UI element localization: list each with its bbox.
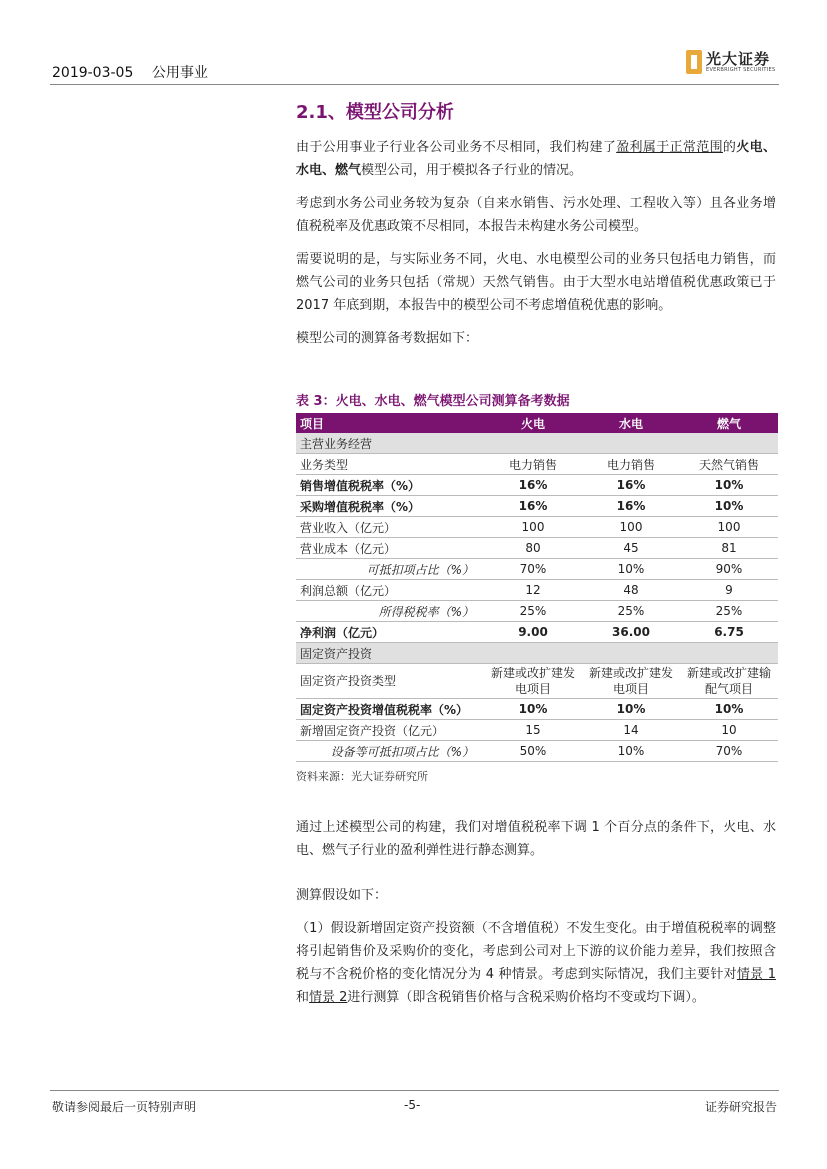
table-title: 表 3：火电、水电、燃气模型公司测算备考数据: [296, 394, 570, 409]
cell: 25%: [484, 601, 582, 622]
p7-text-c: 进行测算（即含税销售价格与含税采购价格均不变或均下调）。: [347, 990, 705, 1005]
row-label: 业务类型: [296, 454, 484, 475]
p1-text-c: 模型公司，用于模拟各子行业的情况。: [361, 163, 583, 178]
paragraph-3: 需要说明的是，与实际业务不同，火电、水电模型公司的业务只包括电力销售，而燃气公司的业务只包括（常规）天然气销售。由于大型水电站增值税优惠政策已于 2017 年底到期，本报告中的模型公司不考虑增值税优惠的影响。: [296, 252, 776, 313]
table-header-row: [296, 413, 778, 433]
table-source: 资料来源：光大证券研究所: [296, 770, 428, 783]
footer-report-type: 证券研究报告: [704, 1100, 777, 1114]
cell: 45: [582, 538, 680, 559]
table-row: [296, 720, 778, 741]
cell: 81: [680, 538, 778, 559]
p1-text-b: 的: [722, 140, 737, 155]
cell: 12: [484, 580, 582, 601]
footer-disclaimer: 敬请参阅最后一页特别声明: [52, 1100, 197, 1114]
cell: 10%: [484, 699, 582, 720]
cell: 16%: [484, 496, 582, 517]
cell: 电力销售: [484, 454, 582, 475]
table-row: [296, 538, 778, 559]
row-label: 可抵扣项占比（%）: [296, 559, 484, 580]
section-label: 固定资产投资: [296, 643, 778, 664]
table-row: [296, 580, 778, 601]
table-row: [296, 601, 778, 622]
sector-name: 公用事业: [151, 65, 208, 81]
row-label: 利润总额（亿元）: [296, 580, 484, 601]
paragraph-2: 考虑到水务公司业务较为复杂（自来水销售、污水处理、工程收入等）且各业务增值税税率及优惠政策不尽相同，本报告未构建水务公司模型。: [296, 196, 776, 234]
cell: 10: [680, 720, 778, 741]
p7-scenario-2: 情景 2: [309, 990, 348, 1005]
row-label: 营业成本（亿元）: [296, 538, 484, 559]
cell: 70%: [484, 559, 582, 580]
paragraph-6: 测算假设如下：: [296, 888, 388, 903]
logo-mark-icon: [686, 50, 702, 74]
table-row: [296, 664, 778, 699]
cell: 100: [582, 517, 680, 538]
p1-underline: 盈利属于正常范围: [616, 140, 723, 155]
paragraph-1: [296, 136, 776, 182]
cell: 50%: [484, 741, 582, 762]
cell: 25%: [582, 601, 680, 622]
row-label: 固定资产投资类型: [296, 664, 484, 699]
row-label: 所得税税率（%）: [296, 601, 484, 622]
cell: 10%: [680, 475, 778, 496]
row-label: 新增固定资产投资（亿元）: [296, 720, 484, 741]
cell: 36.00: [582, 622, 680, 643]
paragraph-5: 通过上述模型公司的构建，我们对增值税税率下调 1 个百分点的条件下，火电、水电、燃气子行业的盈利弹性进行静态测算。: [296, 820, 776, 858]
section-row-operations: [296, 433, 778, 454]
table-row: [296, 454, 778, 475]
cell: 25%: [680, 601, 778, 622]
logo-name: 光大证券: [706, 50, 771, 68]
report-date: 2019-03-05: [52, 65, 134, 81]
header-info: [52, 62, 222, 82]
p1-bold: 火电、水电、燃气: [296, 140, 776, 178]
p7-scenario-1: 情景 1: [736, 967, 776, 982]
cell: 电力销售: [582, 454, 680, 475]
row-label: 设备等可抵扣项占比（%）: [296, 741, 484, 762]
cell: 新建或改扩建发电项目: [484, 664, 582, 699]
cell: 9: [680, 580, 778, 601]
cell: 16%: [484, 475, 582, 496]
row-label: 采购增值税税率（%）: [296, 496, 484, 517]
cell: 10%: [680, 699, 778, 720]
cell: 10%: [680, 496, 778, 517]
section-title: 2.1、模型公司分析: [296, 102, 454, 123]
cell: 16%: [582, 475, 680, 496]
header-hydro: 水电: [582, 413, 680, 433]
cell: 10%: [582, 741, 680, 762]
table-row: [296, 475, 778, 496]
p7-text-b: 和: [296, 990, 310, 1005]
p1-text-a: 由于公用事业子行业各公司业务不尽相同，我们构建了: [296, 140, 617, 155]
cell: 10%: [582, 559, 680, 580]
table-row: [296, 517, 778, 538]
cell: 新建或改扩建发电项目: [582, 664, 680, 699]
section-label: 主营业务经营: [296, 433, 778, 454]
table-row: [296, 741, 778, 762]
table-row: [296, 496, 778, 517]
cell: 新建或改扩建输配气项目: [680, 664, 778, 699]
cell: 14: [582, 720, 680, 741]
header-item: 项目: [296, 413, 484, 433]
data-table: [296, 413, 778, 762]
cell: 100: [484, 517, 582, 538]
cell: 10%: [582, 699, 680, 720]
header-gas: 燃气: [680, 413, 778, 433]
cell: 100: [680, 517, 778, 538]
cell: 90%: [680, 559, 778, 580]
header-thermal: 火电: [484, 413, 582, 433]
row-label: 净利润（亿元）: [296, 622, 484, 643]
table-row: [296, 559, 778, 580]
cell: 70%: [680, 741, 778, 762]
p7-text-a: （1）假设新增固定资产投资额（不含增值税）不发生变化。由于增值税税率的调整将引起销售价及采购价的变化，考虑到公司对上下游的议价能力差异，我们按照含税与不含税价格的变化情况分为 4 种情景。考虑到实际情况，我们主要针对: [296, 921, 776, 982]
row-label: 营业收入（亿元）: [296, 517, 484, 538]
section-row-investment: [296, 643, 778, 664]
cell: 6.75: [680, 622, 778, 643]
logo-subtitle: EVERBRIGHT SECURITIES: [706, 67, 776, 73]
table-row: [296, 699, 778, 720]
header-divider: [50, 84, 779, 85]
cell: 15: [484, 720, 582, 741]
cell: 48: [582, 580, 680, 601]
page-number: -5-: [404, 1098, 421, 1112]
row-label: 固定资产投资增值税税率（%）: [296, 699, 484, 720]
footer-divider: [50, 1090, 779, 1091]
cell: 16%: [582, 496, 680, 517]
cell: 80: [484, 538, 582, 559]
main-content: [296, 98, 776, 1019]
cell: 天然气销售: [680, 454, 778, 475]
paragraph-7: [296, 917, 776, 1009]
row-label: 销售增值税税率（%）: [296, 475, 484, 496]
paragraph-4: 模型公司的测算备考数据如下：: [296, 331, 479, 346]
table-row: [296, 622, 778, 643]
cell: 9.00: [484, 622, 582, 643]
brand-logo: [686, 48, 778, 78]
